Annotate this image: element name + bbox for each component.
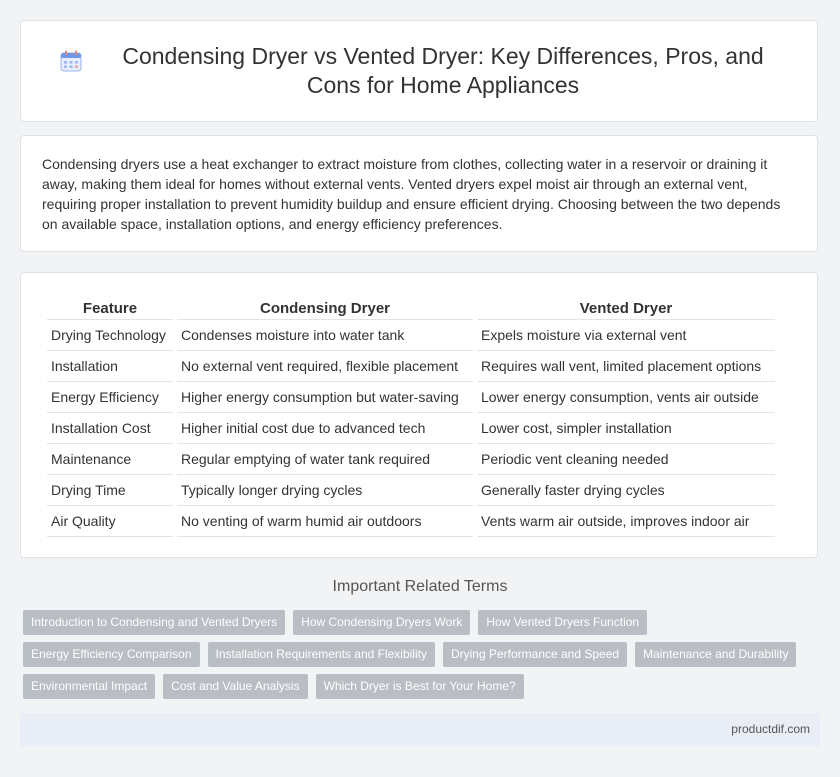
table-header-row: [47, 295, 775, 320]
tag-how-vented-functions[interactable]: How Vented Dryers Function: [478, 610, 647, 635]
feature-cell: Installation: [47, 351, 173, 382]
comparison-table: [43, 295, 779, 537]
feature-cell: Drying Technology: [47, 320, 173, 351]
tag-maintenance-durability[interactable]: Maintenance and Durability: [635, 642, 796, 667]
vented-cell: Generally faster drying cycles: [477, 475, 775, 506]
table-row: [47, 444, 775, 475]
table-row: [47, 351, 775, 382]
summary-card: [20, 135, 818, 252]
related-terms-tags: [23, 610, 823, 706]
tag-installation-requirements[interactable]: Installation Requirements and Flexibility: [208, 642, 435, 667]
summary-text: Condensing dryers use a heat exchanger to extract moisture from clothes, collecting water in a reservoir or draining it away, making them ideal for homes without external vents. Vented dryers expel moist air through an external vent, requiring proper installation to prevent humidity buildup and ensure efficient drying. Choosing between the two depends on available space, installation options, and energy efficiency preferences.: [42, 156, 781, 232]
column-header-vented: Vented Dryer: [477, 295, 775, 320]
header-card: [20, 20, 818, 122]
condensing-cell: No venting of warm humid air outdoors: [177, 506, 473, 537]
tag-environmental-impact[interactable]: Environmental Impact: [23, 674, 155, 699]
condensing-cell: Higher initial cost due to advanced tech: [177, 413, 473, 444]
feature-cell: Drying Time: [47, 475, 173, 506]
condensing-cell: No external vent required, flexible placement: [177, 351, 473, 382]
vented-cell: Vents warm air outside, improves indoor air: [477, 506, 775, 537]
page-title: Condensing Dryer vs Vented Dryer: Key Differences, Pros, and Cons for Home Appliances: [122, 43, 764, 98]
source-label: productdif.com: [731, 722, 810, 736]
feature-cell: Installation Cost: [47, 413, 173, 444]
feature-cell: Energy Efficiency: [47, 382, 173, 413]
vented-cell: Requires wall vent, limited placement options: [477, 351, 775, 382]
table-row: [47, 320, 775, 351]
condensing-cell: Condenses moisture into water tank: [177, 320, 473, 351]
vented-cell: Lower cost, simpler installation: [477, 413, 775, 444]
tag-introduction[interactable]: Introduction to Condensing and Vented Dryers: [23, 610, 285, 635]
column-header-feature: Feature: [47, 295, 173, 320]
tag-how-condensing-works[interactable]: How Condensing Dryers Work: [293, 610, 470, 635]
tag-cost-value[interactable]: Cost and Value Analysis: [163, 674, 308, 699]
table-row: [47, 506, 775, 537]
related-terms-heading: Important Related Terms: [332, 578, 508, 595]
comparison-card: [20, 272, 818, 558]
column-header-condensing: Condensing Dryer: [177, 295, 473, 320]
table-row: [47, 382, 775, 413]
table-row: [47, 413, 775, 444]
vented-cell: Lower energy consumption, vents air outside: [477, 382, 775, 413]
tag-energy-efficiency[interactable]: Energy Efficiency Comparison: [23, 642, 200, 667]
tag-drying-performance[interactable]: Drying Performance and Speed: [443, 642, 627, 667]
condensing-cell: Regular emptying of water tank required: [177, 444, 473, 475]
condensing-cell: Higher energy consumption but water-saving: [177, 382, 473, 413]
vented-cell: Periodic vent cleaning needed: [477, 444, 775, 475]
tag-row: [23, 642, 823, 667]
tag-which-dryer-best[interactable]: Which Dryer is Best for Your Home?: [316, 674, 524, 699]
footer: [20, 713, 820, 746]
feature-cell: Air Quality: [47, 506, 173, 537]
vented-cell: Expels moisture via external vent: [477, 320, 775, 351]
condensing-cell: Typically longer drying cycles: [177, 475, 473, 506]
feature-cell: Maintenance: [47, 444, 173, 475]
table-row: [47, 475, 775, 506]
calendar-icon: [59, 49, 83, 73]
tag-row: [23, 674, 823, 699]
tag-row: [23, 610, 823, 635]
